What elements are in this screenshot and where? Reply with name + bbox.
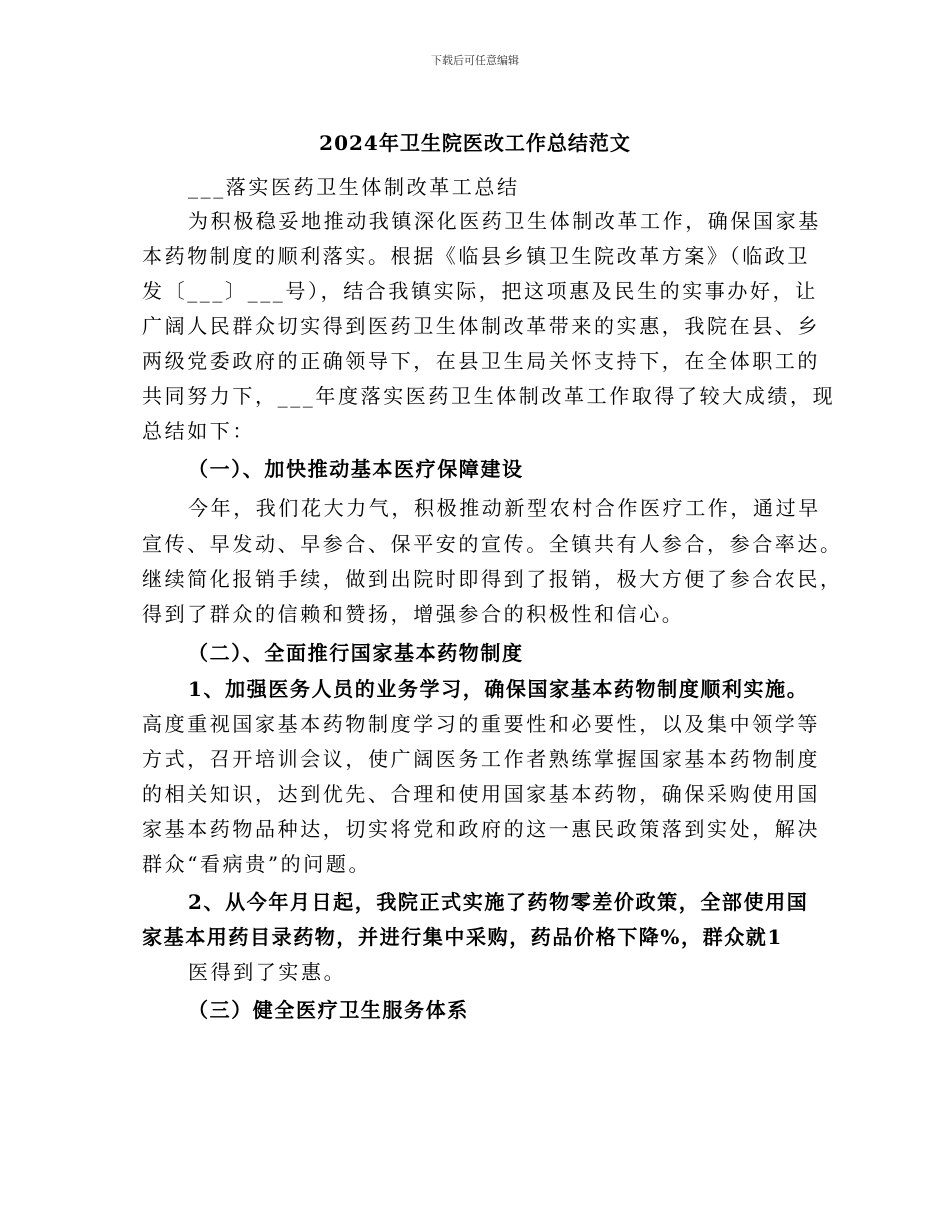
paragraph-line: 本药物制度的顺利落实。根据《临县乡镇卫生院改革方案》（临政卫 bbox=[142, 244, 810, 268]
section-heading: （一）、加快推动基本医疗保障建设 bbox=[188, 457, 524, 481]
paragraph-line: 共同努力下，___年度落实医药卫生体制改革工作取得了较大成绩，现 bbox=[142, 384, 836, 408]
paragraph-line: 广阔人民群众切实得到医药卫生体制改革带来的实惠，我院在县、乡 bbox=[142, 314, 820, 338]
paragraph-line: 方式，召开培训会议，使广阔医务工作者熟练掌握国家基本药物制度 bbox=[142, 747, 820, 771]
paragraph-line: 总结如下： bbox=[142, 419, 255, 443]
paragraph-line: 为积极稳妥地推动我镇深化医药卫生体制改革工作，确保国家基 bbox=[188, 209, 821, 233]
subsection-heading: 1、加强医务人员的业务学习，确保国家基本药物制度顺利实施。 bbox=[188, 677, 809, 701]
paragraph-line: 的相关知识，达到优先、合理和使用国家基本药物，确保采购使用国 bbox=[142, 782, 820, 806]
paragraph-line: 发〔___〕___号），结合我镇实际，把这项惠及民生的实事办好，让 bbox=[142, 279, 818, 303]
paragraph-line: 今年，我们花大力气，积极推动新型农村合作医疗工作，通过早 bbox=[188, 496, 821, 520]
section-heading: （三）健全医疗卫生服务体系 bbox=[188, 998, 469, 1022]
subsection-heading: 2、从今年月日起，我院正式实施了药物零差价政策，全部使用国 bbox=[188, 890, 809, 914]
paragraph-line: 群众“看病贵”的问题。 bbox=[142, 852, 372, 876]
paragraph-line: 家基本用药目录药物，并进行集中采购，药品价格下降%，群众就1 bbox=[142, 925, 783, 949]
paragraph-line: 继续简化报销手续，做到出院时即得到了报销，极大方便了参合农民， bbox=[142, 567, 843, 591]
paragraph-line: 得到了群众的信赖和赞扬，增强参合的积极性和信心。 bbox=[142, 602, 685, 626]
paragraph-line: 高度重视国家基本药物制度学习的重要性和必要性，以及集中领学等 bbox=[142, 712, 820, 736]
subtitle-line: ___落实医药卫生体制改革工总结 bbox=[188, 175, 520, 199]
paragraph-line: 宣传、早发动、早参合、保平安的宣传。全镇共有人参合，参合率达。 bbox=[142, 532, 843, 556]
page-header: 下载后可任意编辑 bbox=[431, 54, 519, 67]
paragraph-line: 医得到了实惠。 bbox=[188, 960, 347, 984]
document-title: 2024年卫生院医改工作总结范文 bbox=[319, 131, 631, 155]
paragraph-line: 两级党委政府的正确领导下，在县卫生局关怀支持下，在全体职工的 bbox=[142, 349, 820, 373]
paragraph-line: 家基本药物品种达，切实将党和政府的这一惠民政策落到实处，解决 bbox=[142, 817, 820, 841]
section-heading: （二）、全面推行国家基本药物制度 bbox=[188, 641, 524, 665]
